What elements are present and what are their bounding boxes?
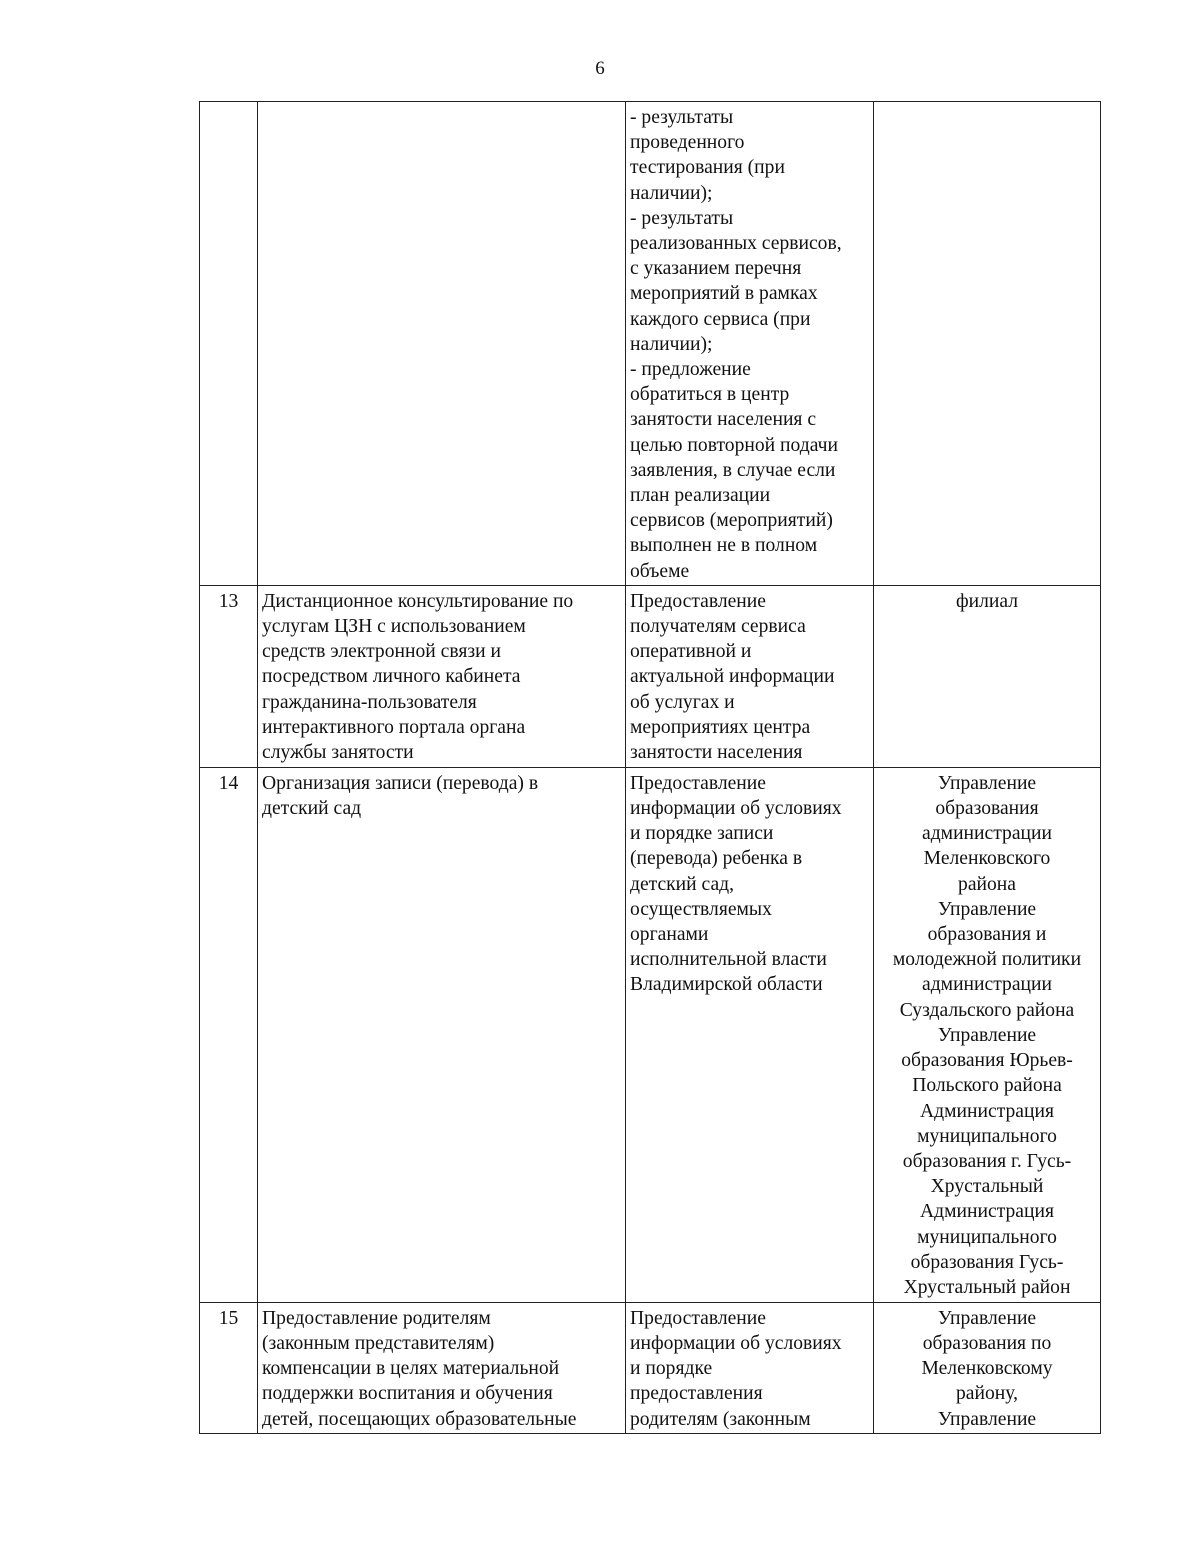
service-result-cell: Предоставление информации об условиях и порядке предоставления родителям (законным <box>626 1302 874 1433</box>
row-number-cell <box>200 102 258 586</box>
table-row <box>200 585 1101 767</box>
responsible-org-cell: Управление образования администрации Меленковского района Управление образования и молодежной политики администрации Суздальского района Управление образования Юрьев- Польского района Администрация муниципального образования г. Гусь- Хрустальный Администрация муниципального образования Гусь- Хрустальный район <box>874 767 1101 1302</box>
service-name-cell: Предоставление родителям (законным представителям) компенсации в целях материальной поддержки воспитания и обучения детей, посещающих образовательные <box>258 1302 626 1433</box>
responsible-org-cell <box>874 102 1101 586</box>
service-result-cell: Предоставление информации об условиях и порядке записи (перевода) ребенка в детский сад, осуществляемых органами исполнительной власти Владимирской области <box>626 767 874 1302</box>
service-name-cell: Организация записи (перевода) в детский сад <box>258 767 626 1302</box>
service-result-cell: - результаты проведенного тестирования (при наличии); - результаты реализованных сервисов, с указанием перечня мероприятий в рамках каждого сервиса (при наличии); - предложение обратиться в центр занятости населения с целью повторной подачи заявления, в случае если план реализации сервисов (мероприятий) выполнен не в полном объеме <box>626 102 874 586</box>
row-number-cell: 14 <box>200 767 258 1302</box>
services-table <box>199 101 1101 1434</box>
table-row <box>200 767 1101 1302</box>
responsible-org-cell: филиал <box>874 585 1101 767</box>
service-result-cell: Предоставление получателям сервиса оперативной и актуальной информации об услугах и мероприятиях центра занятости населения <box>626 585 874 767</box>
row-number-cell: 13 <box>200 585 258 767</box>
responsible-org-cell: Управление образования по Меленковскому району, Управление <box>874 1302 1101 1433</box>
table-row <box>200 102 1101 586</box>
row-number-cell: 15 <box>200 1302 258 1433</box>
table-row <box>200 1302 1101 1433</box>
page-number: 6 <box>595 58 605 79</box>
service-name-cell: Дистанционное консультирование по услугам ЦЗН с использованием средств электронной связи и посредством личного кабинета гражданина-пользователя интерактивного портала органа службы занятости <box>258 585 626 767</box>
service-name-cell <box>258 102 626 586</box>
